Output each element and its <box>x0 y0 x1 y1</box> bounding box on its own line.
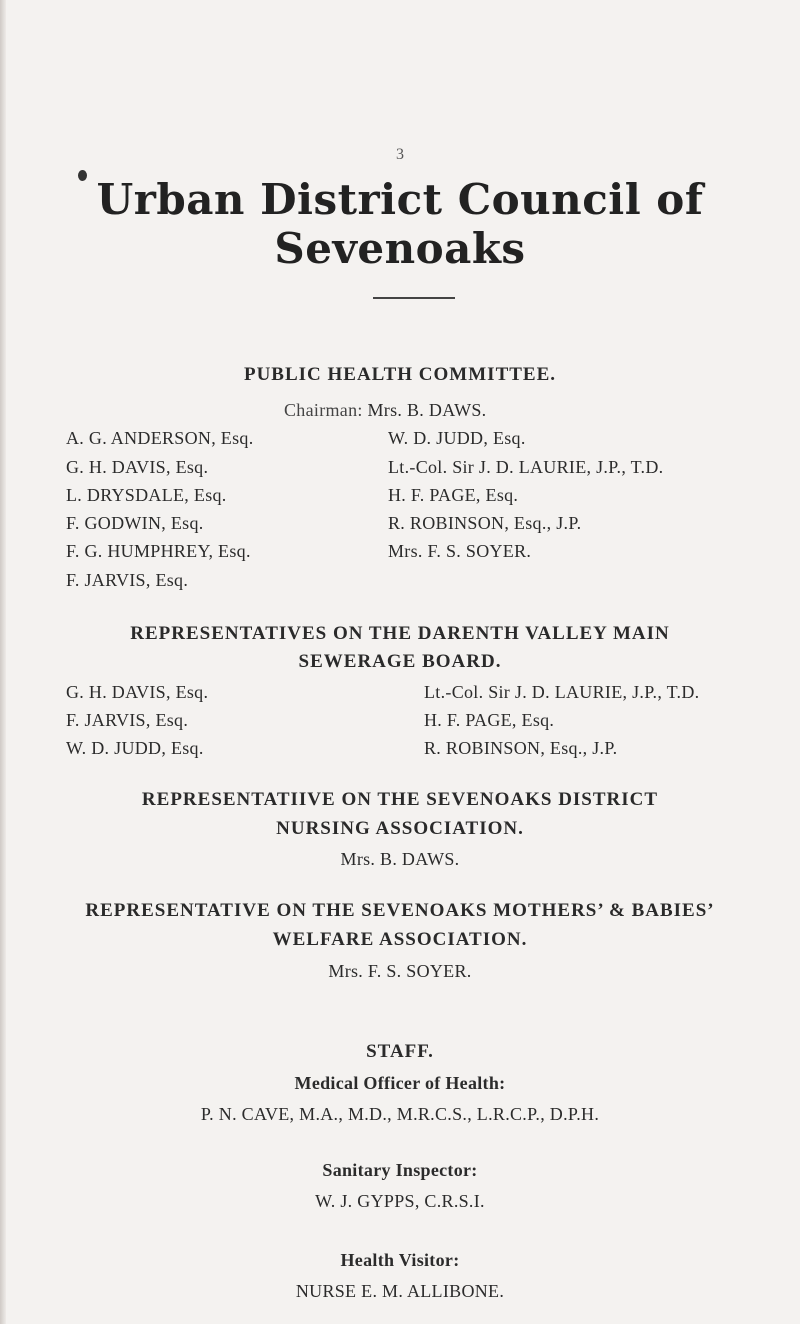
visitor-name: NURSE E. M. ALLIBONE. <box>295 1281 505 1301</box>
committee-heading: PUBLIC HEALTH COMMITTEE. <box>243 364 557 385</box>
committee-member: F. GODWIN, Esq. <box>66 513 204 533</box>
committee-member: L. DRYSDALE, Esq. <box>66 485 227 505</box>
darenth-rep: R. ROBINSON, Esq., J.P. <box>424 738 618 758</box>
visitor-label: Health Visitor: <box>340 1250 460 1270</box>
nursing-heading-line2: NURSING ASSOCIATION. <box>276 818 524 839</box>
darenth-heading-line2: SEWERAGE BOARD. <box>298 651 502 672</box>
chairman-line <box>284 400 486 421</box>
darenth-rep: W. D. JUDD, Esq. <box>66 738 204 758</box>
committee-member: A. G. ANDERSON, Esq. <box>66 428 254 448</box>
darenth-rep: G. H. DAVIS, Esq. <box>66 682 209 702</box>
darenth-rep: Lt.-Col. Sir J. D. LAURIE, J.P., T.D. <box>424 682 700 702</box>
darenth-rep: F. JARVIS, Esq. <box>66 710 189 730</box>
darenth-rep: H. F. PAGE, Esq. <box>424 710 555 730</box>
moh-name: P. N. CAVE, M.A., M.D., M.R.C.S., L.R.C.P., D.P.H. <box>200 1104 600 1124</box>
nursing-rep: Mrs. B. DAWS. <box>340 849 460 869</box>
committee-member: H. F. PAGE, Esq. <box>388 485 519 505</box>
chairman-name: Mrs. B. DAWS. <box>367 400 487 420</box>
document-title: Urban District Council of Sevenoaks <box>96 175 704 273</box>
title-divider <box>373 297 455 299</box>
committee-member: Mrs. F. S. SOYER. <box>388 541 532 561</box>
chairman-label: Chairman: <box>284 400 363 420</box>
nursing-heading-line1: REPRESENTATIIVE ON THE SEVENOAKS DISTRICT <box>141 789 659 810</box>
mothers-heading-line2: WELFARE ASSOCIATION. <box>272 929 528 950</box>
page-number: 3 <box>396 146 404 163</box>
mothers-rep: Mrs. F. S. SOYER. <box>328 961 472 981</box>
inspector-name: W. J. GYPPS, C.R.S.I. <box>315 1191 485 1211</box>
inspector-label: Sanitary Inspector: <box>322 1160 478 1180</box>
committee-member: F. G. HUMPHREY, Esq. <box>66 541 251 561</box>
committee-member: Lt.-Col. Sir J. D. LAURIE, J.P., T.D. <box>388 457 664 477</box>
committee-member: W. D. JUDD, Esq. <box>388 428 526 448</box>
darenth-heading-line1: REPRESENTATIVES ON THE DARENTH VALLEY MAIN <box>130 623 670 644</box>
committee-member: R. ROBINSON, Esq., J.P. <box>388 513 582 533</box>
committee-member: G. H. DAVIS, Esq. <box>66 457 209 477</box>
committee-member: F. JARVIS, Esq. <box>66 570 189 590</box>
moh-label: Medical Officer of Health: <box>294 1073 506 1093</box>
mothers-heading-line1: REPRESENTATIVE ON THE SEVENOAKS MOTHERS’ & BABIES’ <box>85 900 715 921</box>
staff-heading: STAFF. <box>366 1041 434 1062</box>
